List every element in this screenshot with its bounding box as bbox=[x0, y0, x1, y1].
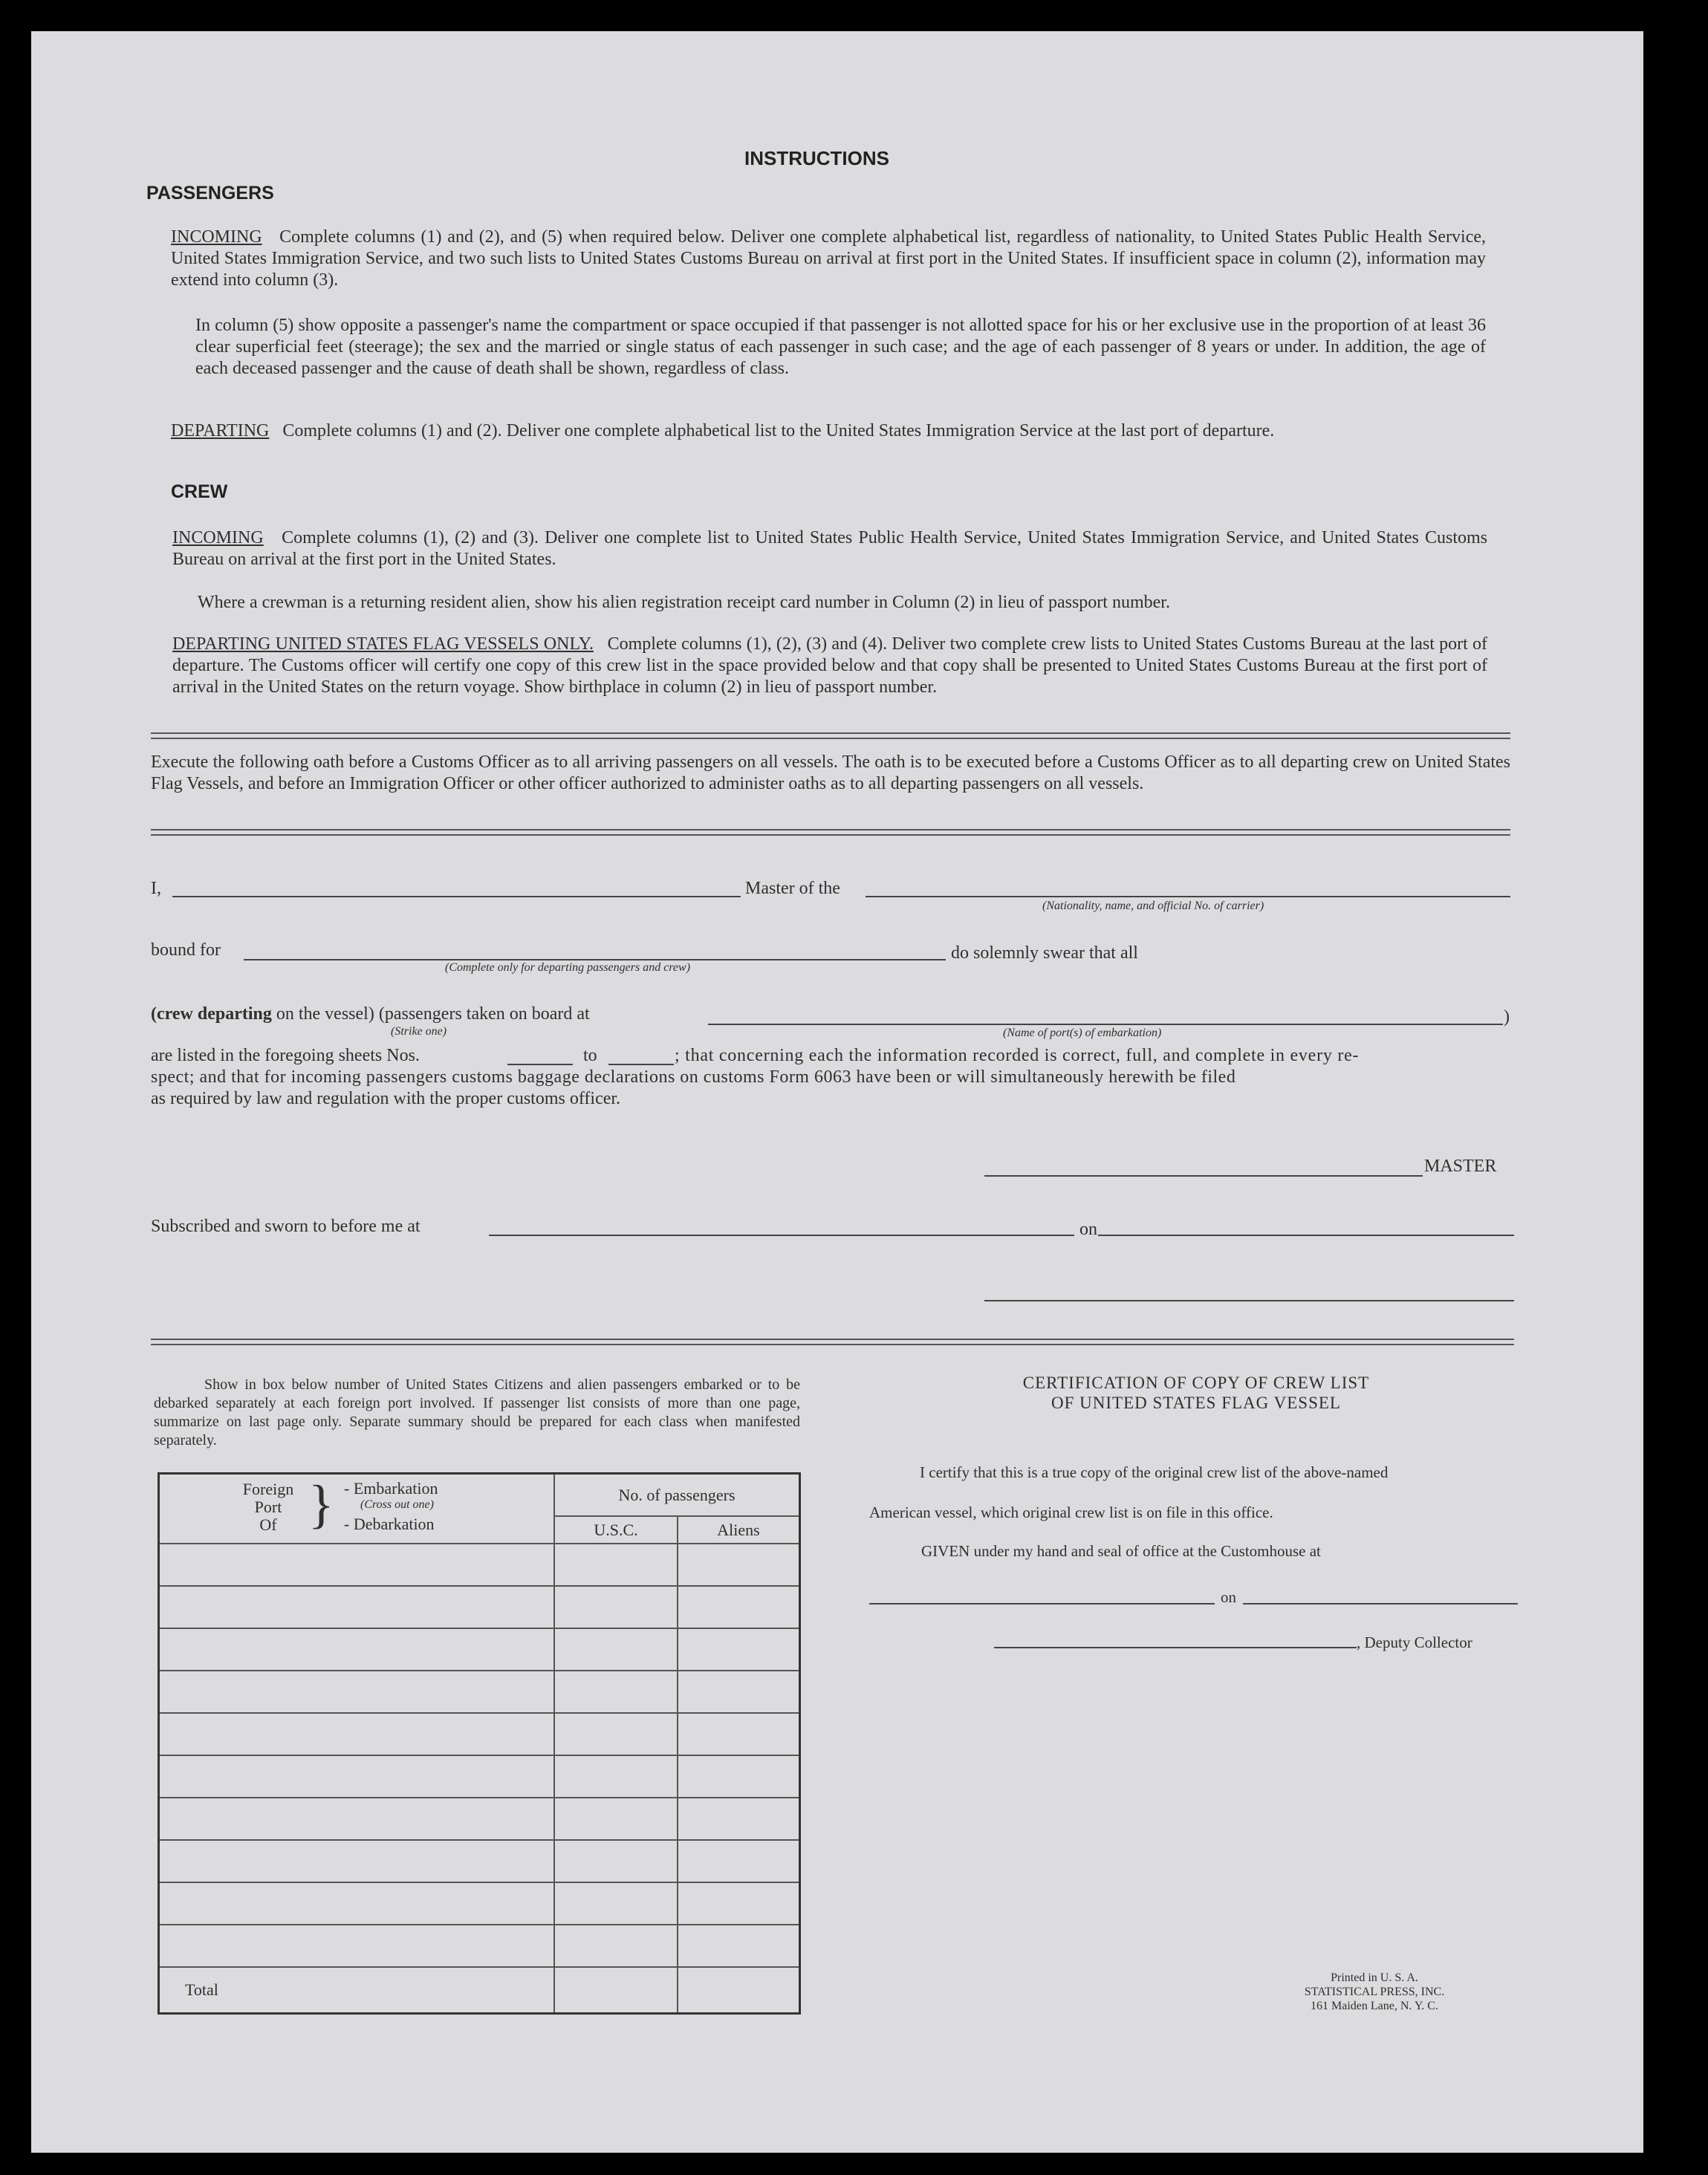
subscribed-label: Subscribed and sworn to before me at bbox=[151, 1217, 420, 1236]
port-label: Port bbox=[254, 1498, 282, 1516]
table-row bbox=[159, 1882, 800, 1925]
close-paren: ) bbox=[1504, 1007, 1510, 1027]
printer-imprint bbox=[1278, 1971, 1471, 2013]
table-row bbox=[159, 1713, 800, 1755]
cross-out-note: (Cross out one) bbox=[360, 1498, 434, 1511]
oath-listed-to: to bbox=[583, 1046, 597, 1065]
crew-departing-option[interactable]: (crew departing bbox=[151, 1004, 272, 1024]
passengers-departing-block bbox=[171, 420, 1486, 442]
passengers-incoming-label: INCOMING bbox=[171, 227, 262, 247]
oath-listed-a: are listed in the foregoing sheets Nos. bbox=[151, 1046, 420, 1065]
crew-departing-label: DEPARTING UNITED STATES FLAG VESSELS ONLY. bbox=[172, 634, 594, 654]
oath-swear: do solemnly swear that all bbox=[951, 943, 1138, 963]
oath-bound-for: bound for bbox=[151, 940, 221, 960]
bound-for-field[interactable] bbox=[244, 959, 946, 960]
strike-one-note: (Strike one) bbox=[391, 1025, 447, 1038]
of-label: Of bbox=[259, 1515, 277, 1534]
table-row bbox=[159, 1755, 800, 1798]
table-row bbox=[159, 1671, 800, 1713]
oath-listed-d: as required by law and regulation with the proper customs officer. bbox=[151, 1089, 621, 1108]
passengers-column5-text: In column (5) show opposite a passenger's name the compartment or space occupied if that passenger is not allotted space for his or her exclusive use in the proportion of at least 36 clear superficial feet (steerage); the sex and the married or single status of each passenger in such case; and the age of each passenger of 8 years or under. In addition, the age of each deceased passenger and the cause of death shall be shown, regardless of class. bbox=[195, 316, 1486, 378]
aliens-header: Aliens bbox=[678, 1516, 800, 1544]
deputy-collector-signature-field[interactable] bbox=[994, 1647, 1357, 1648]
total-row bbox=[159, 1967, 800, 2013]
crew-incoming-text: Complete columns (1), (2) and (3). Deliver one complete list to United States Public Health Service, United States Immigration Service, and United States Customs Bureau on arrival at the first port in the United States. bbox=[172, 528, 1487, 569]
master-label: MASTER bbox=[1424, 1157, 1497, 1176]
certification-date-field[interactable] bbox=[1243, 1603, 1518, 1605]
officer-signature-field[interactable] bbox=[984, 1300, 1514, 1301]
no-of-passengers-header: No. of passengers bbox=[554, 1474, 800, 1517]
passengers-taken-option[interactable]: (passengers taken on board at bbox=[378, 1004, 590, 1024]
divider bbox=[151, 829, 1510, 836]
table-row bbox=[159, 1544, 800, 1586]
divider bbox=[151, 1339, 1514, 1345]
customhouse-field[interactable] bbox=[869, 1603, 1215, 1605]
embarkation-port-field[interactable] bbox=[708, 1024, 1503, 1025]
embarkation-option[interactable]: - Embarkation bbox=[344, 1479, 438, 1498]
crew-heading: CREW bbox=[171, 481, 228, 502]
printer-line-1: Printed in U. S. A. bbox=[1331, 1971, 1418, 1984]
certification-heading-1: CERTIFICATION OF COPY OF CREW LIST bbox=[1022, 1373, 1370, 1392]
total-usc-cell[interactable] bbox=[554, 1967, 678, 2013]
total-aliens-cell[interactable] bbox=[678, 1967, 800, 2013]
carrier-field[interactable] bbox=[866, 896, 1510, 897]
divider bbox=[151, 732, 1510, 739]
crew-departing-block bbox=[172, 634, 1487, 698]
master-name-field[interactable] bbox=[172, 896, 741, 897]
table-row bbox=[159, 1586, 800, 1628]
debarkation-option[interactable]: - Debarkation bbox=[344, 1515, 435, 1533]
passengers-heading: PASSENGERS bbox=[146, 183, 274, 204]
certify-text-2: American vessel, which original crew list is on file in this office. bbox=[869, 1503, 1273, 1521]
master-signature-field[interactable] bbox=[984, 1175, 1423, 1177]
sheet-to-field[interactable] bbox=[608, 1064, 674, 1065]
table-row bbox=[159, 1840, 800, 1882]
certify-text-1: I certify that this is a true copy of the original crew list of the above-named bbox=[920, 1463, 1389, 1481]
crew-incoming-block bbox=[172, 527, 1487, 570]
port-header-cell bbox=[159, 1474, 555, 1544]
passengers-incoming-block bbox=[171, 227, 1486, 291]
printer-line-2: STATISTICAL PRESS, INC. bbox=[1304, 1986, 1445, 1998]
passengers-incoming-text: Complete columns (1) and (2), and (5) when required below. Deliver one complete alphabetical list, regardless of nationality, to United States Public Health Service, United States Immigration Service, and two such lists to United States Customs Bureau on arrival at first port in the United States. If insufficient space in column (2), information may extend into column (3). bbox=[171, 227, 1487, 290]
brace-glyph: } bbox=[308, 1475, 334, 1534]
carrier-note: (Nationality, name, and official No. of carrier) bbox=[1042, 900, 1264, 912]
certification-heading-2: OF UNITED STATES FLAG VESSEL bbox=[1051, 1394, 1341, 1412]
deputy-collector-label: , Deputy Collector bbox=[1357, 1633, 1472, 1651]
certification-on: on bbox=[1221, 1588, 1236, 1606]
subscribed-on: on bbox=[1079, 1220, 1097, 1239]
oath-instruction: Execute the following oath before a Customs Officer as to all arriving passengers on all vessels. The oath is to be executed before a Customs Officer as to all departing crew on United States Flag Vessels, and before an Immigration Officer or other officer authorized to administer oaths as to all departing passengers on all vessels. bbox=[151, 752, 1510, 793]
table-row bbox=[159, 1925, 800, 1967]
sheet-from-field[interactable] bbox=[507, 1064, 573, 1065]
given-text: GIVEN under my hand and seal of office at the Customhouse at bbox=[921, 1542, 1321, 1560]
usc-header: U.S.C. bbox=[554, 1516, 678, 1544]
page-title: INSTRUCTIONS bbox=[744, 147, 889, 169]
oath-crew-line bbox=[151, 1004, 590, 1024]
passenger-summary-table bbox=[158, 1472, 801, 2015]
passengers-departing-text: Complete columns (1) and (2). Deliver one complete alphabetical list to the United States Immigration Service at the last port of departure. bbox=[282, 421, 1275, 440]
oath-listed-c: spect; and that for incoming passengers customs baggage declarations on customs Form 6063 have been or will simultaneously herewith be filed bbox=[151, 1067, 1236, 1087]
total-label: Total bbox=[159, 1967, 555, 2013]
sworn-place-field[interactable] bbox=[489, 1235, 1074, 1236]
port-note: (Name of port(s) of embarkation) bbox=[1003, 1027, 1162, 1039]
sworn-date-field[interactable] bbox=[1098, 1235, 1514, 1236]
oath-listed-b: ; that concerning each the information recorded is correct, full, and complete in every re- bbox=[675, 1046, 1360, 1065]
on-the-vessel: on the vessel) bbox=[276, 1004, 374, 1024]
crew-departing-text: Complete columns (1), (2), (3) and (4). Deliver two complete crew lists to United States Customs Bureau at the last port of departure. The Customs officer will certify one copy of this crew list in the space provided below and that copy shall be presented to United States Customs Bureau at the first port of arrival in the United States on the return voyage. Show birthplace in column (2) in lieu of passport number. bbox=[172, 634, 1488, 697]
oath-master-of: Master of the bbox=[745, 879, 840, 898]
crew-incoming-label: INCOMING bbox=[172, 528, 264, 547]
bound-for-note: (Complete only for departing passengers and crew) bbox=[445, 961, 691, 974]
foreign-label: Foreign bbox=[242, 1480, 294, 1498]
oath-i-label: I, bbox=[151, 879, 161, 898]
passengers-departing-label: DEPARTING bbox=[171, 421, 270, 440]
summary-instruction: Show in box below number of United States Citizens and alien passengers embarked or to be debarked separately at each foreign port involved. If passenger list consists of more than one page, summarize on last page only. Separate summary should be prepared for each class when manifested separately. bbox=[154, 1376, 800, 1449]
printer-line-3: 161 Maiden Lane, N. Y. C. bbox=[1311, 2000, 1438, 2012]
table-row bbox=[159, 1628, 800, 1671]
crew-resident-text: Where a crewman is a returning resident alien, show his alien registration receipt card number in Column (2) in lieu of passport number. bbox=[198, 593, 1170, 612]
table-row bbox=[159, 1798, 800, 1840]
